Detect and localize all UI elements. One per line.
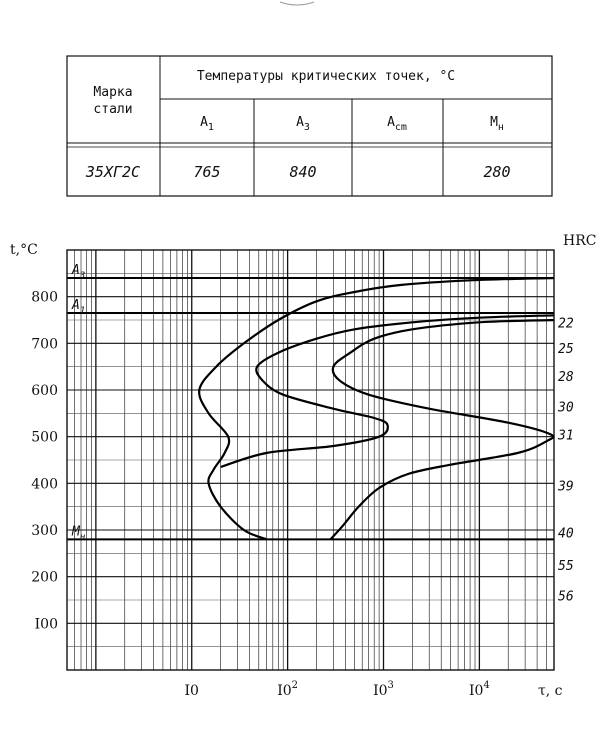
- cell-a3: 840: [289, 163, 317, 181]
- x-tick-label: [373, 680, 394, 699]
- y-axis-label-base: t,: [10, 242, 21, 258]
- header-mn-sub: н: [497, 122, 504, 133]
- header-a3: [296, 115, 310, 133]
- header-acm-sub: cm: [394, 122, 407, 133]
- x-axis-label: τ, с: [538, 683, 563, 699]
- header-a3-sub: 3: [303, 122, 310, 133]
- header-a3-base: A: [296, 115, 304, 130]
- x-tick-label: [469, 680, 490, 699]
- decorative-mark: [280, 2, 314, 5]
- critical-line-label-sub: 3: [79, 271, 86, 281]
- header-steel-line2: стали: [93, 102, 133, 117]
- critical-line-label-sub: н: [79, 532, 86, 543]
- x-axis-tick-labels: [185, 680, 490, 699]
- x-tick-label: [185, 683, 199, 699]
- header-a1-base: A: [200, 115, 208, 130]
- hrc-label: 28: [558, 370, 574, 385]
- hrc-label: 25: [558, 342, 574, 357]
- curve-series-2: [221, 315, 554, 467]
- y-tick-label: 700: [31, 336, 58, 353]
- cell-a1: 765: [193, 163, 221, 181]
- ttt-diagram: [10, 233, 596, 699]
- header-acm: [387, 115, 407, 133]
- hrc-label: 39: [558, 479, 574, 495]
- header-group-text: Температуры критических точек,: [196, 69, 432, 84]
- transformation-curves: [199, 278, 554, 539]
- header-acm-base: A: [387, 115, 395, 130]
- x-tick-label-exponent: 2: [291, 680, 299, 691]
- cell-mn: 280: [483, 163, 511, 181]
- header-group: [197, 69, 455, 84]
- header-group-unit: °C: [439, 69, 456, 84]
- header-mn-base: M: [490, 115, 498, 130]
- x-tick-label-exponent: 4: [483, 680, 490, 691]
- critical-line-label-sub: 1: [79, 306, 86, 316]
- y-axis-label-unit: °C: [20, 242, 38, 258]
- hrc-label: 56: [558, 589, 574, 605]
- hrc-label: 40: [558, 526, 574, 542]
- critical-line-label-base: A: [72, 263, 80, 278]
- x-tick-label-base: I0: [373, 683, 388, 699]
- x-tick-label-base: I0: [468, 683, 484, 699]
- critical-points-table: [67, 56, 552, 196]
- critical-line-label-base: A: [72, 298, 80, 313]
- header-steel-line1: Марка: [93, 85, 133, 100]
- hrc-label: 55: [558, 559, 574, 574]
- x-tick-label-base: I0: [184, 683, 199, 699]
- cell-steel: 35ХГ2С: [85, 163, 141, 181]
- hrc-label: 22: [558, 316, 574, 332]
- y-tick-label: I00: [34, 616, 58, 633]
- y-tick-label: 600: [31, 383, 58, 399]
- hrc-value-labels: [557, 316, 574, 604]
- header-a1: [200, 115, 214, 133]
- y-tick-label: 400: [31, 476, 58, 493]
- y-axis-label: [10, 242, 38, 258]
- x-tick-label-base: I0: [277, 683, 292, 699]
- critical-line-label-base: M: [72, 524, 80, 540]
- x-tick-label: [277, 680, 298, 699]
- hrc-label: 30: [558, 400, 574, 416]
- y-tick-label: 800: [31, 289, 58, 306]
- y-axis-tick-labels: [31, 290, 58, 633]
- hrc-axis-label: HRC: [563, 233, 597, 249]
- header-a1-sub: 1: [207, 122, 214, 133]
- x-tick-label-exponent: 3: [387, 680, 394, 691]
- y-tick-label: 200: [31, 569, 58, 586]
- y-tick-label: 300: [31, 523, 58, 539]
- header-mn: [490, 115, 504, 133]
- hrc-label: 31: [558, 428, 574, 444]
- y-tick-label: 500: [31, 429, 58, 446]
